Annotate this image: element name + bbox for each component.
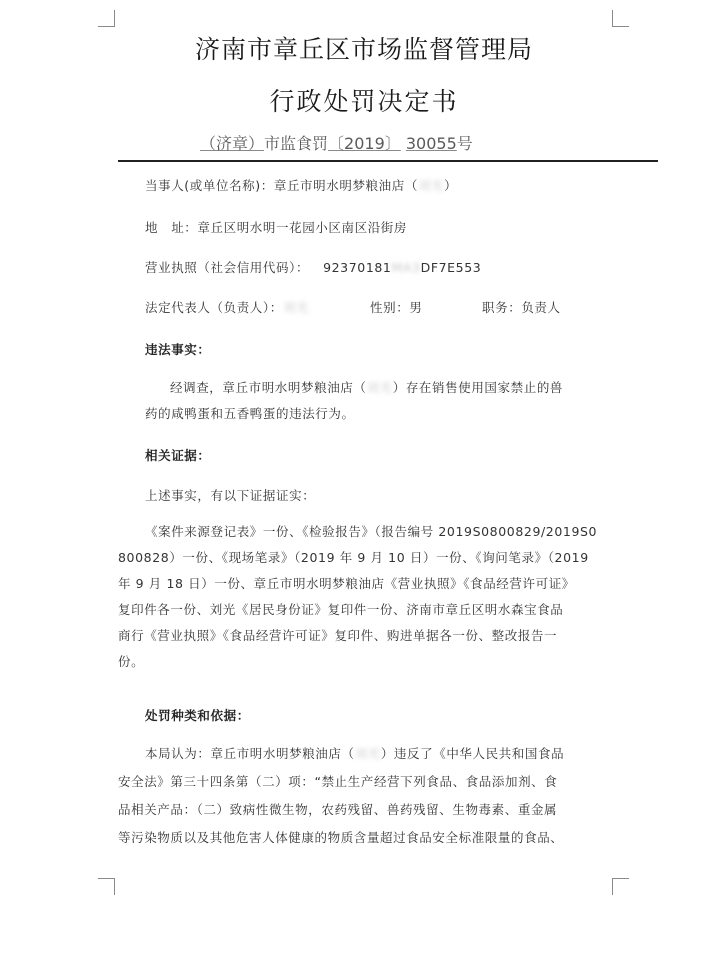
- evidence-line: 年 9 月 18 日）一份、章丘市明水明梦粮油店《营业执照》《食品经营许可证》: [118, 576, 575, 591]
- party-name-redacted: 刘光: [417, 178, 445, 193]
- evidence-line: 商行《营业执照》《食品经营许可证》复印件、购进单据各一份、整改报告一: [118, 628, 558, 643]
- party-name-row: [145, 176, 457, 194]
- license-redacted: MA3: [391, 260, 421, 275]
- doc-no-type: 市监食罚: [264, 134, 329, 153]
- document-number: [200, 131, 473, 154]
- party-name-value: 章丘市明水明梦粮油店（: [273, 178, 418, 193]
- doc-no-year: 〔2019〕: [328, 134, 401, 153]
- facts-heading: 违法事实：: [145, 342, 211, 357]
- penalty-line-1: [145, 744, 564, 762]
- gender-value: 男: [409, 300, 423, 315]
- agency-title: 济南市章丘区市场监督管理局: [194, 35, 533, 64]
- header-rule: [118, 160, 658, 162]
- gender-label: 性别：: [370, 300, 410, 315]
- license-row: [145, 258, 481, 276]
- facts-line-1: [170, 378, 563, 396]
- rep-redacted: 刘光: [282, 300, 310, 315]
- evidence-line: 复印件各一份、刘光《居民身份证》复印件一份、济南市章丘区明水森宝食品: [118, 602, 564, 617]
- crop-mark-top-left: [98, 10, 115, 27]
- crop-mark-bottom-left: [98, 878, 115, 895]
- doc-no-suffix: 号: [456, 134, 473, 153]
- penalty-line-1-b: ）违反了《中华人民共和国食品: [380, 746, 565, 761]
- address-row: [145, 218, 407, 236]
- evidence-line: 《案件来源登记表》一份、《检验报告》（报告编号 2019S0800829/2019S0: [145, 524, 598, 539]
- representative-row: [145, 298, 309, 316]
- position-field: [482, 298, 561, 316]
- facts-redacted: 刘光: [366, 380, 393, 395]
- facts-line-1-b: ）存在销售使用国家禁止的兽: [392, 380, 564, 395]
- license-prefix: 92370181: [323, 260, 392, 275]
- license-suffix: DF7E553: [420, 260, 482, 275]
- facts-line-2: 药的咸鸭蛋和五香鸭蛋的违法行为。: [145, 406, 355, 421]
- doc-no-number: 30055: [405, 134, 457, 153]
- penalty-line: 品相关产品：（二）致病性微生物，农药残留、兽药残留、生物毒素、重金属: [118, 802, 558, 817]
- crop-mark-bottom-right: [612, 878, 629, 895]
- facts-line-1-a: 经调查，章丘市明水明梦粮油店（: [170, 380, 367, 395]
- license-label: 营业执照（社会信用代码）：: [145, 260, 310, 275]
- evidence-line: 份。: [118, 654, 145, 669]
- rep-label: 法定代表人（负责人）：: [145, 300, 283, 315]
- gender-field: [370, 298, 422, 316]
- document-title: 行政处罚决定书: [269, 87, 459, 116]
- penalty-heading: 处罚种类和依据：: [145, 708, 250, 723]
- party-name-close: ）: [444, 178, 458, 193]
- penalty-line: 安全法》第三十四条第（二）项：“禁止生产经营下列食品、食品添加剂、食: [118, 774, 558, 789]
- position-label: 职务：: [482, 300, 522, 315]
- doc-no-prefix: （济章）: [200, 134, 265, 153]
- evidence-heading: 相关证据：: [145, 448, 211, 463]
- crop-mark-top-right: [612, 10, 629, 27]
- penalty-redacted: 刘光: [354, 746, 381, 761]
- party-name-label: 当事人(或单位名称)：: [145, 178, 274, 193]
- evidence-line: 800828）一份、《现场笔录》（2019 年 9 月 10 日）一份、《询问笔录》（2019: [118, 550, 589, 565]
- penalty-line: 等污染物质以及其他危害人体健康的物质含量超过食品安全标准限量的食品、: [118, 830, 564, 845]
- penalty-line-1-a: 本局认为：章丘市明水明梦粮油店（: [145, 746, 355, 761]
- address-label: 地 址：: [145, 220, 198, 235]
- address-value: 章丘区明水明一花园小区南区沿街房: [197, 220, 408, 235]
- evidence-intro: 上述事实，有以下证据证实：: [145, 488, 316, 503]
- position-value: 负责人: [521, 300, 561, 315]
